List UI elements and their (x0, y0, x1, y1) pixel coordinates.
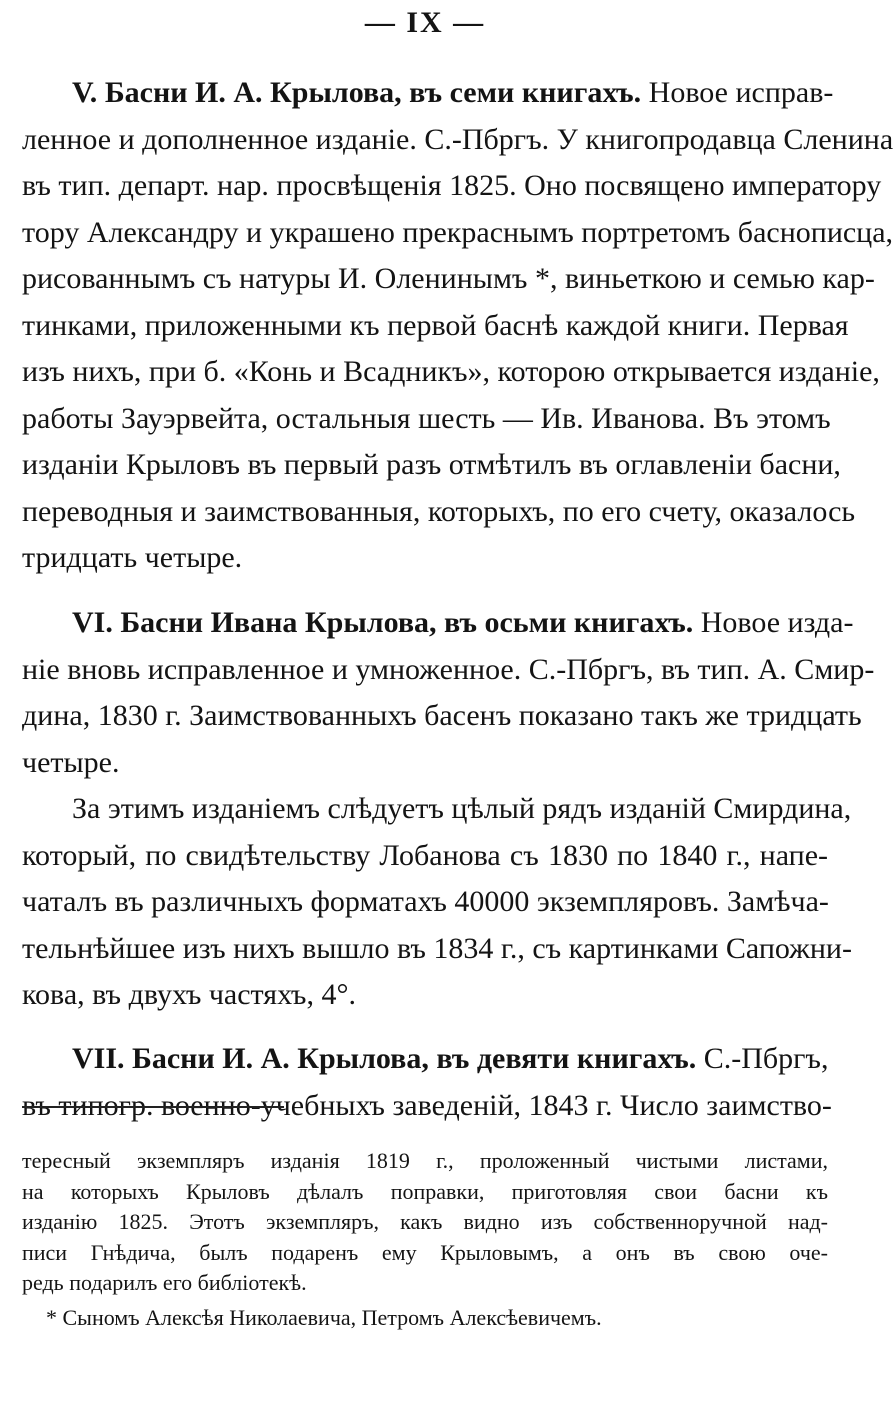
section-vi-heading-line (22, 600, 854, 647)
section-vii (22, 1036, 832, 1129)
footnote-star-note: * Сыномъ Алексѣя Николаевича, Петромъ Алексѣевичемъ. (46, 1304, 602, 1330)
text-line: тельнѣйшее изъ нихъ вышло въ 1834 г., съ картинками Сапожни- (22, 931, 852, 965)
section-vi-numeral: VI. (72, 606, 113, 639)
section-v-heading-rest: Новое исправ- (648, 76, 834, 109)
text-line: изданіи Крыловъ въ первый разъ отмѣтилъ въ оглавленіи басни, (22, 448, 841, 481)
footnote-line: редь подарилъ его библіотекѣ. (22, 1270, 307, 1295)
text-line: рисованнымъ съ натуры И. Оленинымъ *, виньеткою и семью кар- (22, 262, 875, 295)
section-vii-numeral: VII. (72, 1042, 125, 1075)
text-line: тинками, приложенными къ первой баснѣ каждой книги. Первая (22, 308, 849, 342)
section-vi (22, 600, 875, 1019)
section-v-title: Басни И. А. Крылова, въ семи книгахъ. (104, 76, 642, 109)
document-page (22, 0, 893, 1404)
text-line: переводныя и заимствованныя, которыхъ, по его счету, оказалось (22, 494, 856, 528)
text-line: дина, 1830 г. Заимствованныхъ басенъ показано такъ же тридцать (22, 699, 862, 732)
section-vi-heading-rest: Новое изда- (700, 606, 854, 639)
text-line: ленное и дополненное изданіе. С.-Пбргъ. У книгопродавца Сленина (22, 122, 893, 156)
section-v-numeral: V. (72, 76, 98, 109)
text-line: ніе вновь исправленное и умноженное. С.-Пбргъ, въ тип. А. Смир- (22, 652, 875, 686)
footnote-line: писи Гнѣдича, былъ подаренъ ему Крыловымъ, а онъ въ свою оче- (22, 1239, 828, 1265)
footnote-line: на которыхъ Крыловъ дѣлалъ поправки, приготовляя свои басни къ (22, 1178, 828, 1204)
section-v-heading-line (22, 70, 834, 117)
footnotes (22, 1146, 828, 1333)
text-line: работы Зауэрвейта, остальныя шесть — Ив. Иванова. Въ этомъ (22, 401, 831, 435)
section-vi-title: Басни Ивана Крылова, въ осьми книгахъ. (120, 606, 694, 639)
page-number: — IX — (364, 6, 486, 39)
section-v (22, 70, 893, 582)
footnote-line: изданію 1825. Этотъ экземпляръ, какъ видно изъ собственноручной над- (22, 1209, 828, 1234)
section-vii-heading-line (22, 1036, 828, 1083)
text-line: который, по свидѣтельству Лобанова съ 1830 по 1840 г., напе- (22, 838, 828, 872)
section-vii-heading-rest: С.-Пбргъ, (703, 1042, 829, 1075)
text-line: кова, въ двухъ частяхъ, 4°. (22, 978, 356, 1011)
text-line: За этимъ изданіемъ слѣдуетъ цѣлый рядъ изданій Смирдина, (72, 792, 852, 825)
footnote-line: тересный экземпляръ изданія 1819 г., проложенный чистыми листами, (22, 1148, 828, 1173)
text-line: тору Александру и украшено прекраснымъ портретомъ баснописца, (22, 215, 893, 249)
text-line: въ типогр. военно-учебныхъ заведеній, 1843 г. Число заимство- (22, 1088, 832, 1122)
text-line: изъ нихъ, при б. «Конь и Всадникъ», которою открывается изданіе, (22, 355, 880, 388)
text-line: тридцать четыре. (22, 541, 243, 574)
section-vii-title: Басни И. А. Крылова, въ девяти книгахъ. (132, 1042, 697, 1075)
text-line: чаталъ въ различныхъ форматахъ 40000 экземпляровъ. Замѣча- (22, 885, 829, 918)
footnote-rule (22, 1106, 284, 1108)
text-line: четыре. (22, 745, 120, 779)
text-line: въ тип. департ. нар. просвѣщенія 1825. Оно посвящено императору (22, 169, 882, 202)
